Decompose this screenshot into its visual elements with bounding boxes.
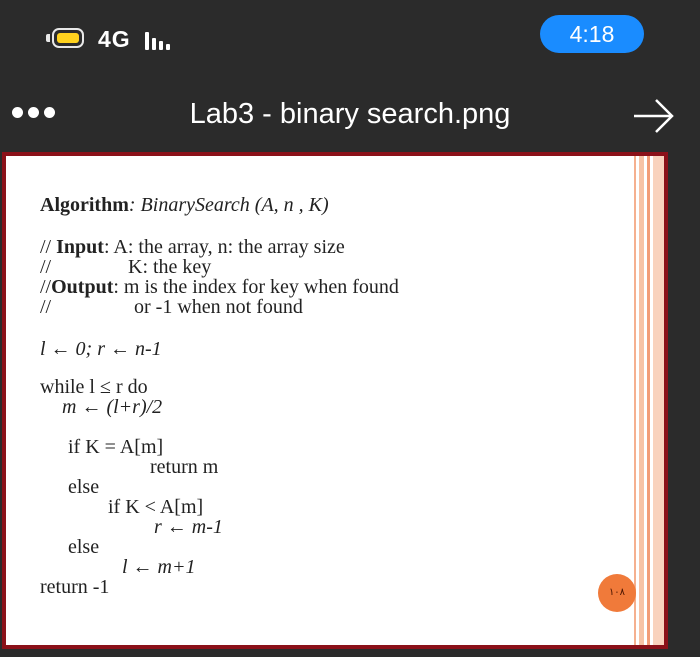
signal-strength-icon bbox=[145, 30, 177, 50]
r-update-line: r ← m-1 bbox=[154, 516, 223, 538]
comment-marker: // bbox=[40, 276, 52, 298]
if-equal-line: if K = A[m] bbox=[68, 436, 164, 458]
page-number-badge: ١٠٨ bbox=[598, 574, 636, 612]
status-bar bbox=[0, 0, 700, 80]
page-title: Lab3 - binary search.png bbox=[189, 98, 511, 130]
return-m-line: return m bbox=[150, 456, 219, 478]
comment-marker: // bbox=[40, 236, 52, 258]
forward-arrow-icon[interactable] bbox=[632, 94, 676, 138]
battery-icon bbox=[46, 28, 88, 50]
network-type: 4G bbox=[98, 26, 131, 52]
output-label: Output bbox=[51, 276, 114, 298]
document-viewer bbox=[0, 152, 700, 657]
else-line: else bbox=[68, 536, 100, 558]
algorithm-label: Algorithm bbox=[40, 194, 129, 216]
comment-marker: // bbox=[40, 256, 52, 278]
status-time[interactable]: 4:18 bbox=[540, 15, 644, 53]
l-update-line: l ← m+1 bbox=[122, 556, 196, 578]
if-less-line: if K < A[m] bbox=[108, 496, 204, 518]
input-label: Input bbox=[56, 236, 104, 258]
while-line: while l ≤ r do bbox=[40, 376, 148, 398]
pseudocode bbox=[6, 156, 664, 645]
input-text: : A: the array, n: the array size bbox=[103, 236, 345, 258]
not-found-text: or -1 when not found bbox=[134, 296, 303, 318]
mid-line: m ← (l+r)/2 bbox=[62, 396, 163, 418]
else-line: else bbox=[68, 476, 100, 498]
output-text: : m is the index for key when found bbox=[113, 276, 399, 298]
key-text: K: the key bbox=[128, 256, 212, 278]
document-image bbox=[2, 152, 668, 649]
init-line: l ← 0; r ← n-1 bbox=[40, 338, 162, 360]
comment-marker: // bbox=[40, 296, 52, 318]
title-bar bbox=[0, 80, 700, 152]
algorithm-signature: : BinarySearch (A, n , K) bbox=[128, 194, 329, 216]
return-negative-line: return -1 bbox=[40, 576, 110, 598]
